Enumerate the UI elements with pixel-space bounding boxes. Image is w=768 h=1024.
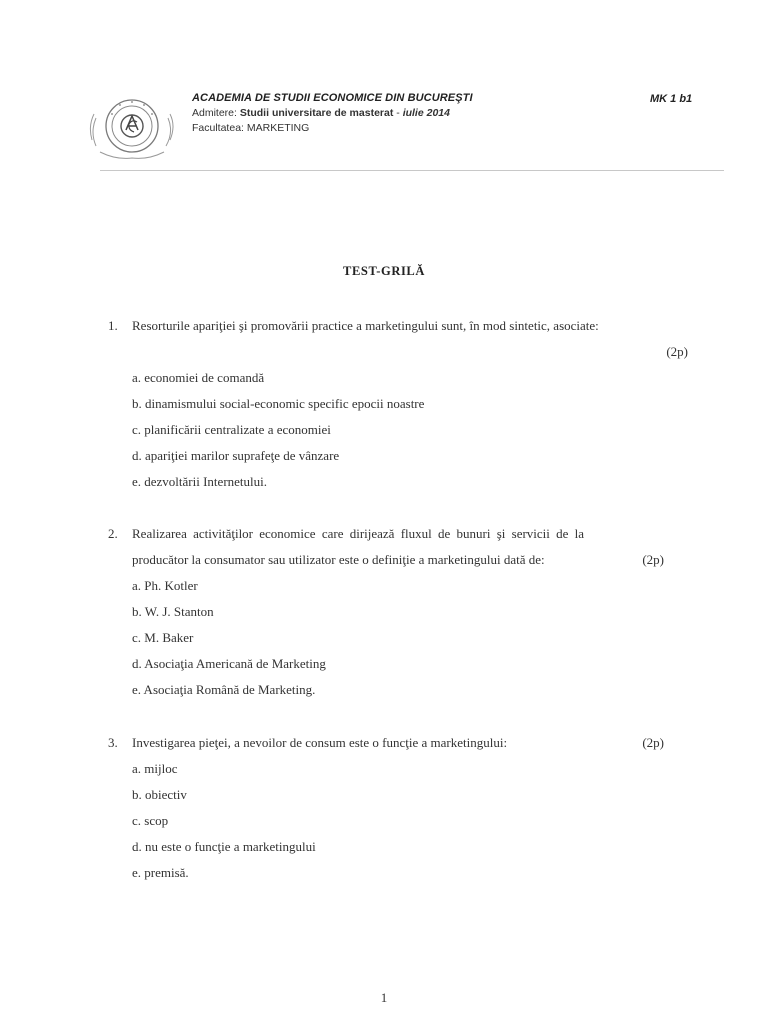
question-1-number: 1. — [108, 318, 118, 333]
question-2-option-b: b. W. J. Stanton — [132, 604, 214, 619]
admission-line — [192, 107, 473, 119]
admission-prefix: Admitere: — [192, 107, 240, 119]
question-3 — [108, 730, 688, 886]
question-1-option-b: b. dinamismului social-economic specific epocii noastre — [132, 396, 425, 411]
test-title: TEST-GRILĂ — [343, 264, 425, 278]
question-3-number: 3. — [108, 735, 118, 750]
question-3-text: Investigarea pieţei, a nevoilor de consum este o funcţie a marketingului: — [132, 735, 508, 750]
question-1-points-line — [108, 339, 688, 365]
header-text-block — [192, 92, 473, 134]
document-header — [0, 0, 768, 180]
university-seal-logo — [86, 86, 178, 166]
question-2-option-a: a. Ph. Kotler — [132, 578, 198, 593]
admission-session: iulie 2014 — [402, 107, 450, 119]
question-1-option-a: a. economiei de comandă — [132, 370, 265, 385]
question-2-option-e: e. Asociaţia Română de Marketing. — [132, 682, 316, 697]
header-divider — [100, 170, 724, 171]
question-3-option-a: a. mijloc — [132, 761, 178, 776]
question-2-text-line-2 — [108, 547, 688, 573]
question-3-points: (2p) — [642, 735, 664, 750]
question-1-points: (2p) — [666, 344, 688, 359]
question-1 — [108, 313, 688, 495]
question-2-option-c: c. M. Baker — [132, 630, 194, 645]
question-2-number: 2. — [108, 526, 118, 541]
admission-program: Studii universitare de masterat — [239, 107, 394, 119]
question-3-text-line — [108, 730, 688, 756]
page-number: 1 — [380, 990, 388, 1005]
university-name: ACADEMIA DE STUDII ECONOMICE DIN BUCUREŞTI — [192, 92, 473, 104]
question-2-text-line-1 — [108, 521, 688, 547]
question-3-option-b: b. obiectiv — [132, 787, 187, 802]
question-3-option-c: c. scop — [132, 813, 169, 828]
question-2-text-2: producător la consumator sau utilizator este o definiţie a marketingului dată de: — [132, 552, 545, 567]
question-1-option-c: c. planificării centralizate a economiei — [132, 422, 331, 437]
question-1-option-d: d. apariţiei marilor suprafeţe de vânzare — [132, 448, 340, 463]
admission-separator: - — [393, 107, 403, 119]
question-2-points: (2p) — [642, 552, 664, 567]
question-2 — [108, 521, 688, 703]
question-2-text-1: Realizarea activităţilor economice care dirijează fluxul de bunuri şi servicii de la — [132, 526, 585, 541]
question-2-option-d: d. Asociaţia Americană de Marketing — [132, 656, 326, 671]
question-3-option-e: e. premisă. — [132, 865, 189, 880]
faculty-line: Facultatea: MARKETING — [192, 122, 310, 134]
question-3-option-d: d. nu este o funcţie a marketingului — [132, 839, 316, 854]
question-1-text: Resorturile apariţiei şi promovării practice a marketingului sunt, în mod sintetic, asociate: — [132, 318, 599, 333]
question-1-text-line — [108, 313, 688, 339]
test-code: MK 1 b1 — [650, 93, 693, 105]
question-1-option-e: e. dezvoltării Internetului. — [132, 474, 268, 489]
